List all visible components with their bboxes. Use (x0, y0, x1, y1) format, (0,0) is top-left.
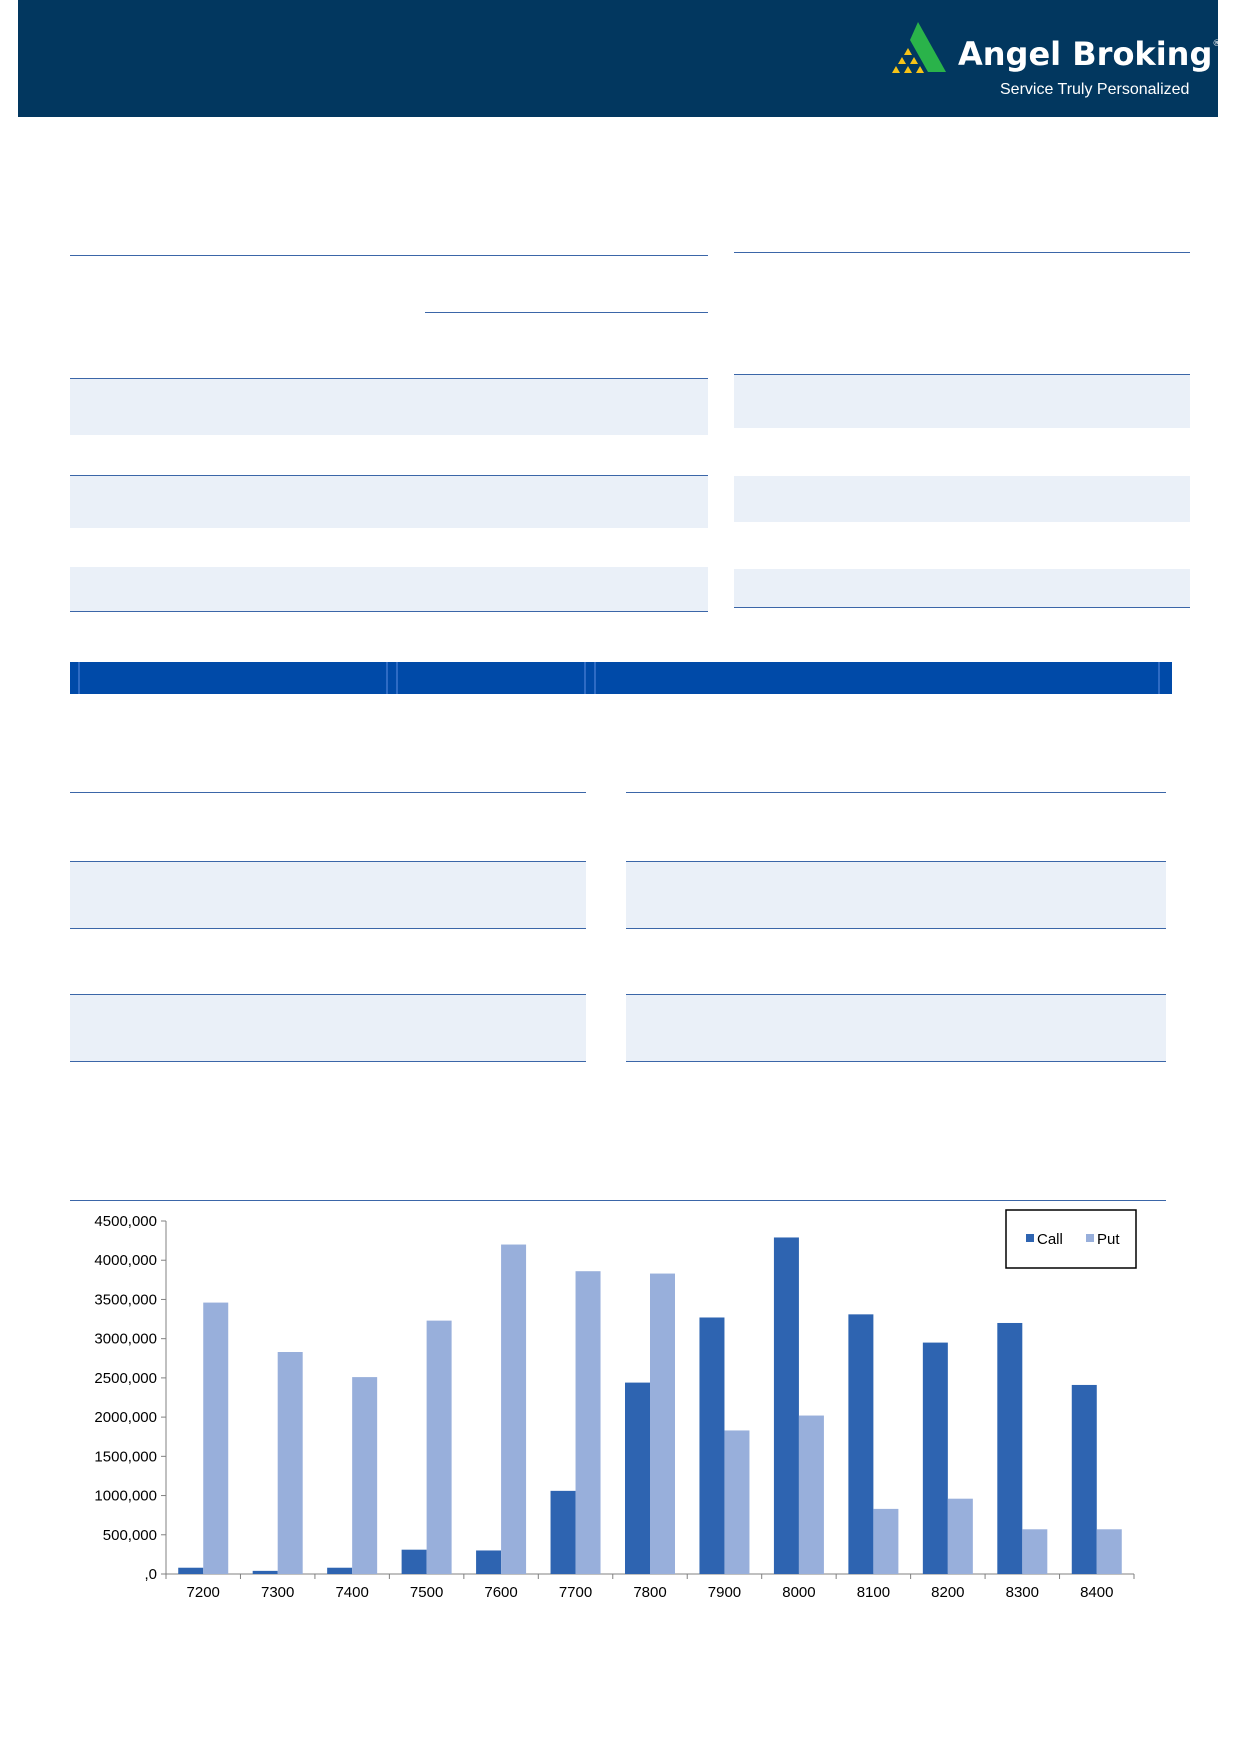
bar-put-8100 (873, 1509, 898, 1574)
y-tick-label: 500,000 (102, 1526, 157, 1544)
x-tick-label: 8400 (1080, 1584, 1114, 1601)
y-tick-label: 1500,000 (94, 1448, 157, 1466)
brand-name: Angel Broking® (958, 35, 1222, 73)
bar-put-7300 (278, 1352, 303, 1574)
x-tick-label: 7200 (186, 1584, 220, 1601)
bar-call-8000 (774, 1237, 799, 1574)
bars (178, 1237, 1122, 1574)
angel-broking-logo (888, 20, 1222, 100)
y-tick-label: 4500,000 (94, 1213, 157, 1230)
legend-swatch-put (1086, 1234, 1094, 1242)
x-tick-label: 7300 (261, 1584, 295, 1601)
angel-logo-icon (888, 20, 952, 76)
bar-put-8200 (948, 1499, 973, 1574)
legend-label-put: Put (1097, 1231, 1120, 1248)
x-tick-label: 7500 (409, 1584, 444, 1601)
open-interest-bar-chart (70, 1200, 1170, 1620)
bar-call-7800 (625, 1383, 650, 1574)
bar-put-7600 (501, 1245, 526, 1574)
bar-call-7300 (253, 1571, 278, 1574)
bar-call-7900 (699, 1317, 724, 1574)
bar-call-7200 (178, 1568, 203, 1574)
x-tick-label: 7600 (484, 1584, 518, 1601)
x-tick-label: 7700 (558, 1584, 593, 1601)
y-tick-label: 3500,000 (94, 1291, 157, 1309)
x-tick-label: 7800 (633, 1584, 667, 1601)
bar-put-7200 (203, 1303, 228, 1574)
bar-call-8300 (997, 1323, 1022, 1574)
y-tick-label: 1000,000 (94, 1487, 157, 1505)
x-tick-label: 8300 (1005, 1584, 1039, 1601)
chart-legend (1006, 1210, 1136, 1268)
bar-put-7900 (724, 1430, 749, 1574)
bar-put-7700 (576, 1271, 601, 1574)
x-tick-label: 7900 (707, 1584, 742, 1601)
y-tick-label: 3000,000 (94, 1330, 157, 1348)
registered-mark: ® (1212, 39, 1222, 49)
bar-put-8400 (1097, 1529, 1122, 1574)
bar-call-7500 (402, 1550, 427, 1574)
bar-put-7800 (650, 1274, 675, 1574)
legend-swatch-call (1026, 1234, 1034, 1242)
bar-call-7600 (476, 1550, 501, 1574)
x-tick-label: 8200 (931, 1584, 965, 1601)
x-tick-label: 7400 (335, 1584, 369, 1601)
bar-put-7400 (352, 1377, 377, 1574)
bar-put-8000 (799, 1416, 824, 1574)
y-tick-label: ,0 (144, 1566, 157, 1583)
y-tick-label: 2500,000 (94, 1369, 157, 1387)
y-axis (94, 1213, 166, 1583)
y-tick-label: 4000,000 (94, 1252, 157, 1270)
x-tick-label: 8100 (856, 1584, 891, 1601)
legend-label-call: Call (1037, 1231, 1063, 1248)
bar-put-7500 (427, 1321, 452, 1574)
bar-call-8400 (1072, 1385, 1097, 1574)
brand-tagline: Service Truly Personalized (1000, 81, 1190, 98)
bar-put-8300 (1022, 1529, 1047, 1574)
x-tick-label: 8000 (782, 1584, 816, 1601)
y-tick-label: 2000,000 (94, 1409, 157, 1427)
header-banner (18, 0, 1222, 117)
bar-call-7700 (551, 1491, 576, 1574)
section-header-bar (70, 662, 1172, 694)
bar-call-7400 (327, 1568, 352, 1574)
x-axis (166, 1574, 1134, 1601)
bar-call-8200 (923, 1343, 948, 1574)
bar-call-8100 (848, 1314, 873, 1574)
